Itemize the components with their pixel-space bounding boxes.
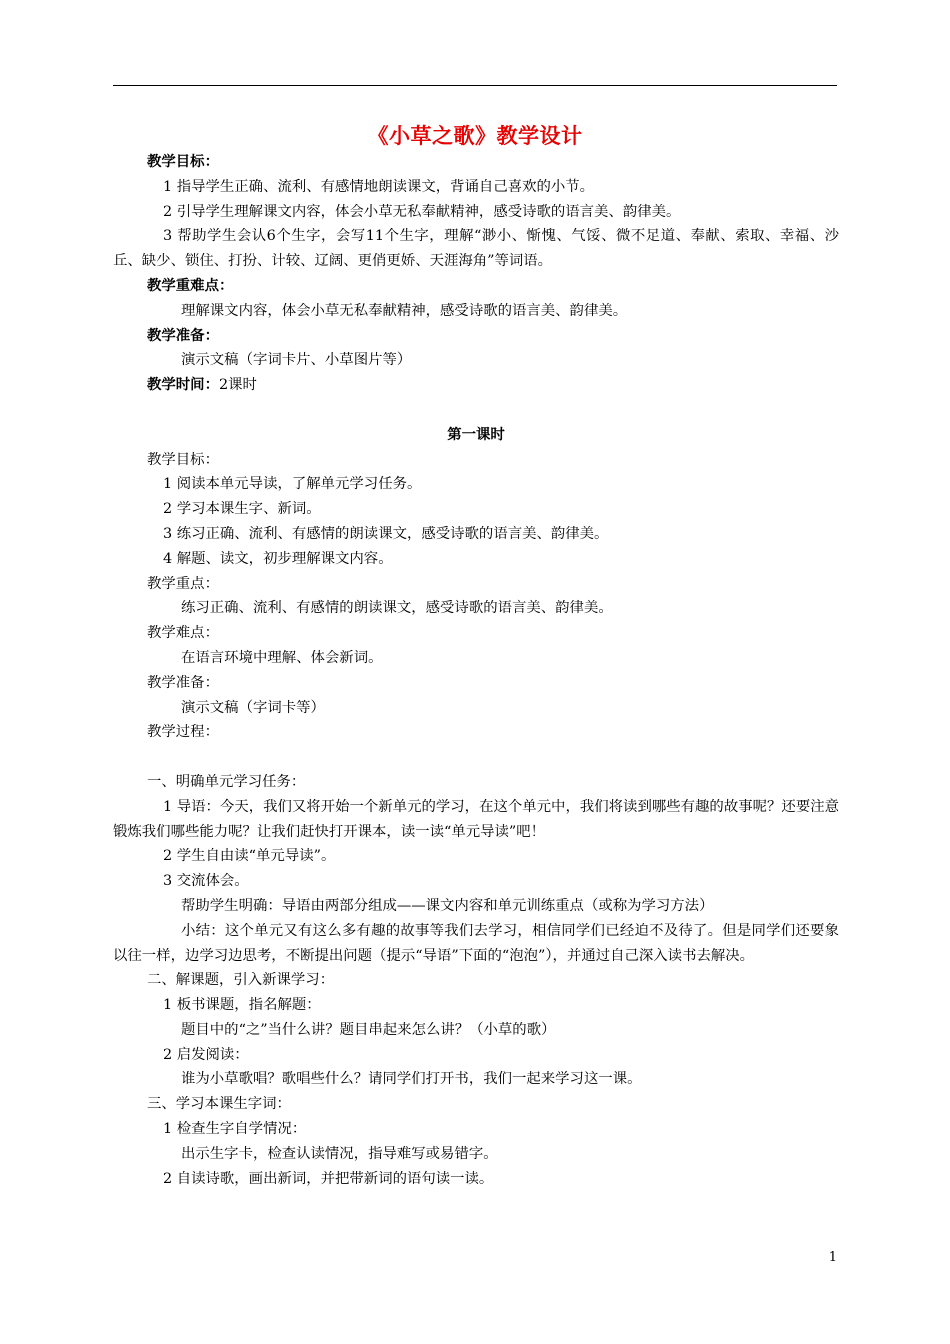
section3-heading: 三、学习本课生字词： <box>147 1096 291 1113</box>
time-heading: 教学时间： <box>147 376 219 394</box>
lesson1-goal-item: 3 练习正确、流利、有感情的朗读课文，感受诗歌的语言美、韵律美。 <box>163 525 609 542</box>
lesson1-process-heading: 教学过程： <box>147 724 219 741</box>
lesson1-goals-heading: 教学目标： <box>147 451 219 468</box>
lesson1-key-text: 练习正确、流利、有感情的朗读课文，感受诗歌的语言美、韵律美。 <box>181 600 613 617</box>
goal-item: 1 指导学生正确、流利、有感情地朗读课文，背诵自己喜欢的小节。 <box>163 178 595 195</box>
lesson1-goal-item: 2 学习本课生字、新词。 <box>163 501 321 518</box>
goals-heading: 教学目标： <box>147 153 219 170</box>
lesson1-key-heading: 教学重点： <box>147 575 219 592</box>
lesson1-difficulty-heading: 教学难点： <box>147 625 219 642</box>
document-body <box>113 150 839 1191</box>
section1-heading: 一、明确单元学习任务： <box>147 773 306 790</box>
section2-note: 谁为小草歌唱？歌唱些什么？请同学们打开书，我们一起来学习这一课。 <box>181 1071 642 1088</box>
lesson1-heading: 第一课时 <box>447 425 505 443</box>
lesson1-difficulty-text: 在语言环境中理解、体会新词。 <box>181 649 383 666</box>
prep-text: 演示文稿（字词卡片、小草图片等） <box>181 352 412 369</box>
goal-item: 2 引导学生理解课文内容，体会小草无私奉献精神，感受诗歌的语言美、韵律美。 <box>163 203 681 220</box>
section1-summary: 小结：这个单元又有这么多有趣的故事等我们去学习，相信同学们已经迫不及待了。但是同学们还要象以往一样，边学习边思考，不断提出问题（提示“导语”下面的“泡泡”），并通过自己深入读书去解决。 <box>113 922 839 964</box>
section1-note: 帮助学生明确：导语由两部分组成——课文内容和单元训练重点（或称为学习方法） <box>181 897 714 914</box>
section2-heading: 二、解课题，引入新课学习： <box>147 972 335 989</box>
lesson1-goal-item: 1 阅读本单元导读，了解单元学习任务。 <box>163 476 422 493</box>
page-number: 1 <box>828 1250 837 1265</box>
prep-heading: 教学准备： <box>147 326 219 344</box>
section1-item: 3 交流体会。 <box>163 873 249 890</box>
header-rule <box>113 85 837 86</box>
section3-item: 1 检查生字自学情况： <box>163 1121 307 1138</box>
time-line <box>113 373 839 398</box>
lesson1-goal-item: 4 解题、读文，初步理解课文内容。 <box>163 550 393 567</box>
section3-note: 出示生字卡，检查认读情况，指导难写或易错字。 <box>181 1145 498 1162</box>
section2-note: 题目中的“之”当什么讲？题目串起来怎么讲？（小草的歌） <box>181 1021 556 1038</box>
section2-item: 1 板书课题，指名解题： <box>163 997 321 1014</box>
lesson1-prep-text: 演示文稿（字词卡等） <box>181 699 325 716</box>
document-title: 《小草之歌》教学设计 <box>367 123 583 148</box>
section1-item: 1 导语：今天，我们又将开始一个新单元的学习，在这个单元中，我们将读到哪些有趣的故事呢？还要注意锻炼我们哪些能力呢？让我们赶快打开课本，读一读“单元导读”吧！ <box>113 798 839 840</box>
lesson1-prep-heading: 教学准备： <box>147 674 219 691</box>
goal-item: 3 帮助学生会认6个生字，会写11个生字，理解“渺小、惭愧、气馁、微不足道、奉献、索取、幸福、沙丘、缺少、锁住、打扮、计较、辽阔、更俏更娇、天涯海角”等词语。 <box>113 228 839 270</box>
time-text: 2课时 <box>218 377 257 394</box>
key-difficulty-heading: 教学重难点： <box>147 276 234 294</box>
section3-item: 2 自读诗歌，画出新词，并把带新词的语句读一读。 <box>163 1170 494 1187</box>
section2-item: 2 启发阅读： <box>163 1046 249 1063</box>
section1-item: 2 学生自由读“单元导读”。 <box>163 848 336 865</box>
key-difficulty-text: 理解课文内容，体会小草无私奉献精神，感受诗歌的语言美、韵律美。 <box>181 302 628 319</box>
